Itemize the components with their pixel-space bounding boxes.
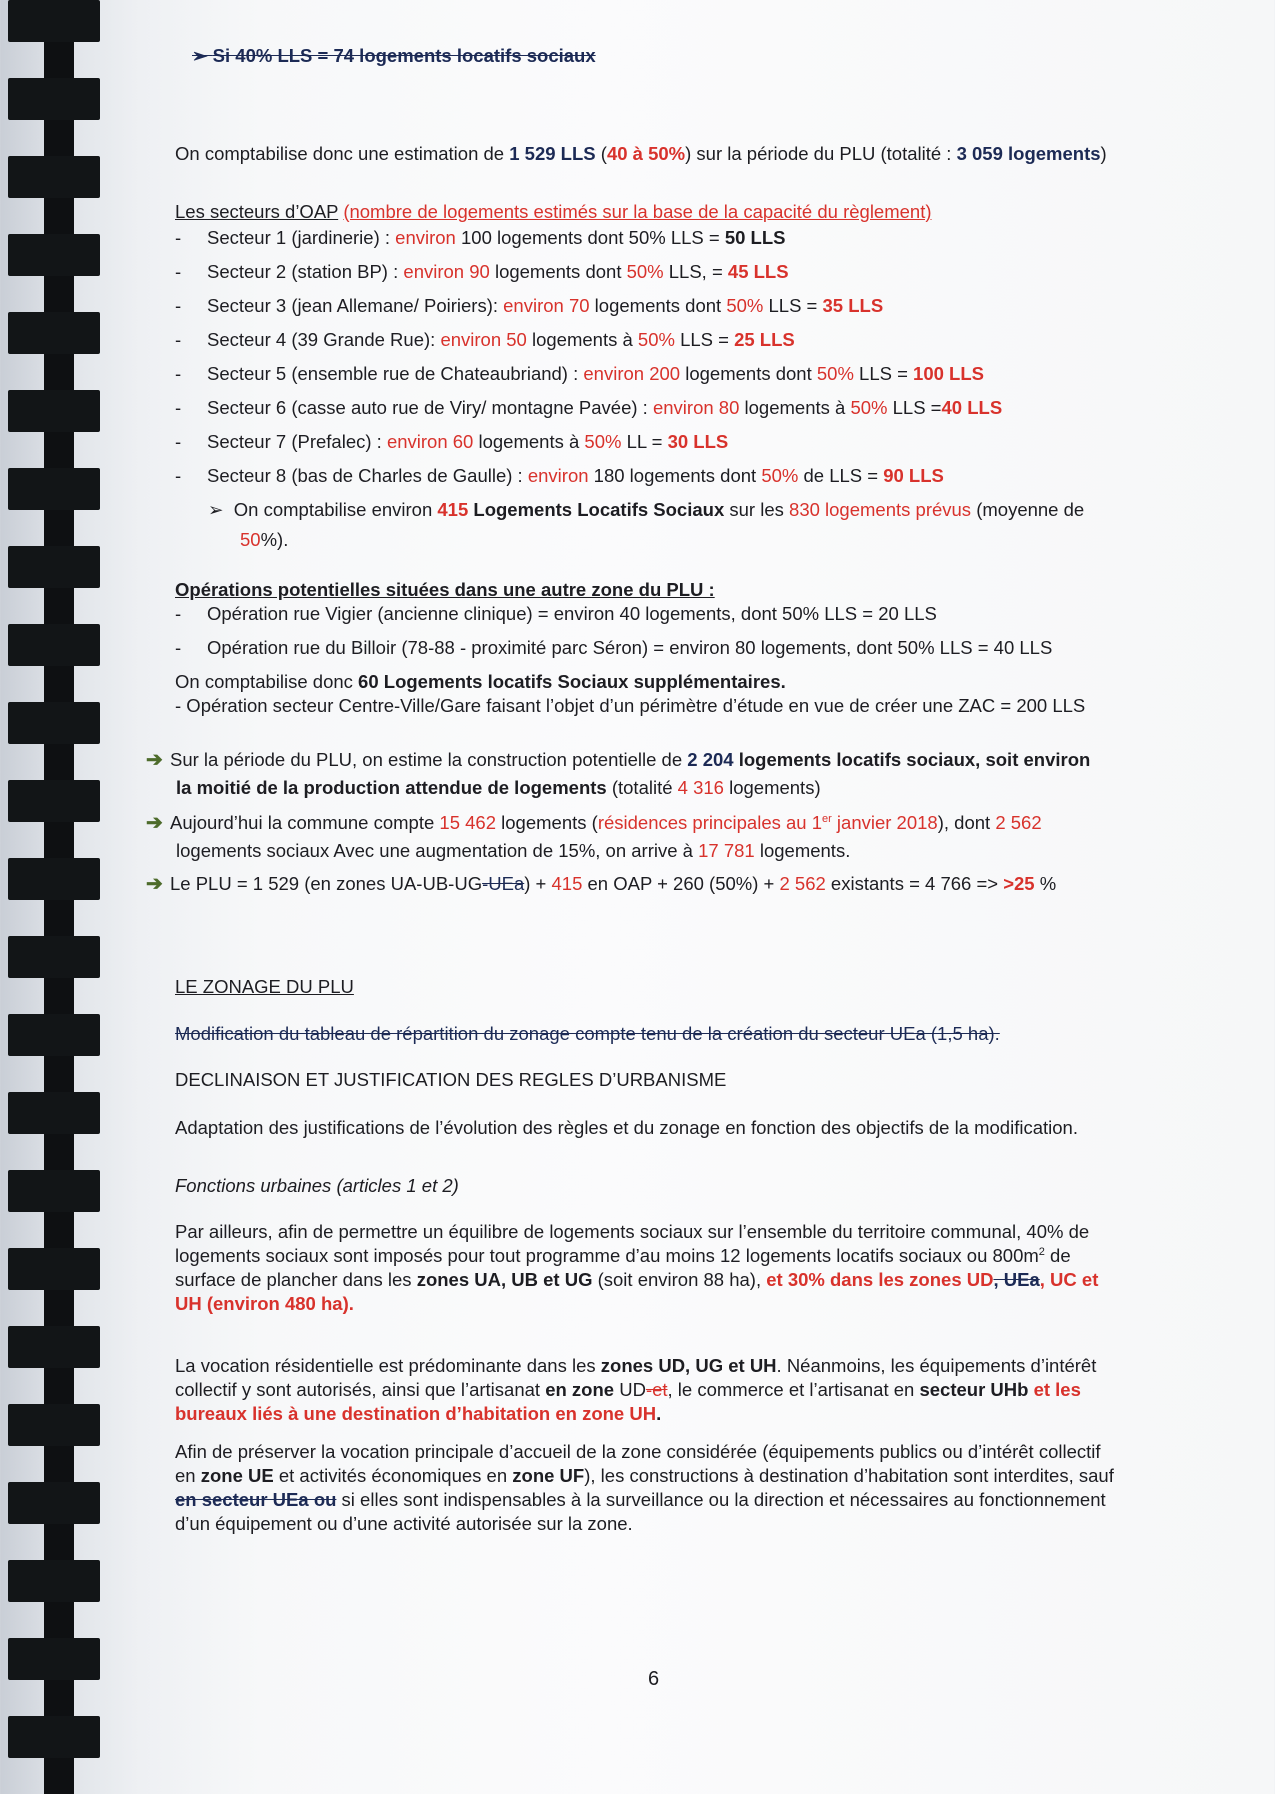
- sector-result: 35 LLS: [822, 295, 884, 316]
- sector-text: logements à: [473, 431, 585, 452]
- paragraph-2: La vocation résidentielle est prédominante dans les zones UD, UG et UH. Néanmoins, les équipements d’intérêt: [175, 1355, 1097, 1376]
- green-arrow-icon: ➔: [146, 749, 163, 771]
- oap-heading: Les secteurs d’OAP (nombre de logements estimés sur la base de la capacité du règlement): [175, 201, 932, 222]
- sector-text: logements dont: [589, 295, 727, 316]
- paragraph-1-line: surface de plancher dans les zones UA, UB et UG (soit environ 88 ha), et 30% dans les zones UD, UEa, UC et: [175, 1269, 1099, 1290]
- oap-sector-item: [175, 260, 789, 284]
- sector-result: 25 LLS: [734, 329, 795, 350]
- sector-environ: environ: [395, 227, 456, 248]
- paragraph-1: Par ailleurs, afin de permettre un équilibre de logements sociaux sur l’ensemble du territoire communal, 40% de: [175, 1221, 1090, 1242]
- operations-total: On comptabilise donc 60 Logements locatifs Sociaux supplémentaires.: [175, 671, 786, 692]
- sector-environ: environ: [652, 397, 714, 418]
- oap-sector-item: [175, 294, 883, 318]
- oap-sector-item: [175, 396, 1002, 420]
- sector-text: logements à: [739, 397, 851, 418]
- sector-name: Secteur 1 (jardinerie) :: [207, 227, 396, 248]
- sector-text: logements dont: [680, 363, 817, 384]
- list-dash: -: [175, 227, 182, 248]
- sector-count: 50: [501, 329, 527, 350]
- paragraph-1-line: logements sociaux sont imposés pour tout programme d’au moins 12 logements locatifs sociaux ou $800m^2$ de: [175, 1245, 1071, 1266]
- sector-result: 30 LLS: [667, 431, 729, 452]
- sector-text: LLS, =: [663, 261, 728, 282]
- sector-percent: 50%: [761, 465, 799, 486]
- list-dash: -: [175, 295, 182, 316]
- sector-result: 90 LLS: [883, 465, 944, 486]
- sector-name: Secteur 4 (39 Grande Rue):: [207, 329, 441, 350]
- binding-spine: [44, 1758, 74, 1794]
- oap-sector-item: [175, 430, 728, 454]
- zonage-struck-note: Modification du tableau de répartition du zonage compte tenu de la création du secteur UEa (1,5 ha).: [175, 1023, 1000, 1044]
- sector-percent: 50%: [726, 295, 764, 316]
- zac-operation: - Opération secteur Centre-Ville/Gare faisant l’objet d’un périmètre d’étude en vue de créer une ZAC = 200 LLS: [175, 695, 1086, 716]
- arrowhead-bullet-icon: ➢: [192, 45, 213, 66]
- sector-count: 90: [464, 261, 490, 282]
- paragraph-1-line: UH (environ 480 ha).: [175, 1293, 354, 1314]
- sector-count: 180: [588, 465, 625, 486]
- green-arrow-icon: ➔: [146, 873, 163, 895]
- struck-heading: ➢ Si 40% LLS = 74 logements locatifs sociaux: [192, 45, 596, 66]
- paragraph-3-line: en zone UE et activités économiques en zone UF), les constructions à destination d’habitation sont interdites, sauf: [175, 1465, 1114, 1486]
- sector-count: 80: [713, 397, 740, 418]
- sector-environ: environ: [583, 363, 645, 384]
- sector-percent: 50%: [816, 363, 854, 384]
- oap-sector-item: [175, 464, 944, 488]
- sector-name: Secteur 5 (ensemble rue de Chateaubriand) :: [207, 363, 584, 384]
- operations-heading: Opérations potentielles situées dans une autre zone du PLU :: [175, 579, 715, 600]
- oap-sector-item: [175, 226, 786, 250]
- green-arrow-icon: ➔: [146, 812, 163, 834]
- estimate-line: On comptabilise donc une estimation de 1 529 LLS (40 à 50%) sur la période du PLU (totalité : 3 059 logements): [175, 143, 1107, 164]
- sector-text: logements à: [526, 329, 638, 350]
- list-dash: -: [175, 431, 182, 452]
- sector-text: LL =: [621, 431, 668, 452]
- sector-count: 70: [563, 295, 590, 316]
- oap-summary-cont: 50%).: [240, 529, 289, 550]
- sector-text: LLS =: [674, 329, 735, 350]
- conclusion-1-cont: la moitié de la production attendue de logements (totalité 4 316 logements): [176, 777, 821, 798]
- sector-result: 45 LLS: [727, 261, 789, 282]
- sector-text: LLS =: [887, 397, 942, 418]
- list-dash: -: [175, 329, 182, 350]
- rules-heading: DECLINAISON ET JUSTIFICATION DES REGLES D’URBANISME: [175, 1069, 727, 1090]
- conclusion-2: ➔ Aujourd’hui la commune compte 15 462 logements (résidences principales au 1er janvier 2018), dont 2 562: [146, 812, 1042, 834]
- operation-item: - Opération rue du Billoir (78-88 - proximité parc Séron) = environ 80 logements, dont 50% LLS = 40 LLS: [175, 637, 1053, 658]
- sector-percent: 50%: [626, 261, 664, 282]
- conclusion-1: ➔ Sur la période du PLU, on estime la construction potentielle de 2 204 logements locatifs sociaux, soit environ: [146, 749, 1091, 771]
- sector-text: de LLS =: [798, 465, 884, 486]
- sector-name: Secteur 6 (casse auto rue de Viry/ montagne Pavée) :: [207, 397, 653, 418]
- sector-text: logements dont: [489, 261, 627, 282]
- sector-percent: 50%: [584, 431, 622, 452]
- sector-name: Secteur 8 (bas de Charles de Gaulle) :: [207, 465, 528, 486]
- sector-result: 40 LLS: [941, 397, 1003, 418]
- sector-environ: environ: [503, 295, 564, 316]
- paragraph-2-line: collectif y sont autorisés, ainsi que l’artisanat en zone UD-et, le commerce et l’artisanat en secteur UHb et les: [175, 1379, 1081, 1400]
- list-dash: -: [175, 465, 182, 486]
- sector-name: Secteur 7 (Prefalec) :: [207, 431, 387, 452]
- paragraph-2-line: bureaux liés à une destination d’habitation en zone UH.: [175, 1403, 662, 1424]
- sector-text: logements dont: [491, 227, 629, 248]
- oap-sector-item: [175, 328, 795, 352]
- sector-count: 200: [644, 363, 681, 384]
- conclusion-3: ➔ Le PLU = 1 529 (en zones UA-UB-UG-UEa) + 415 en OAP + 260 (50%) + 2 562 existants = 4 766 => >25 %: [146, 873, 1057, 895]
- page-number: 6: [648, 1668, 660, 1690]
- arrowhead-bullet-icon: ➢: [208, 499, 234, 520]
- sector-text: LLS =: [665, 227, 725, 248]
- sector-result: 100 LLS: [913, 363, 984, 384]
- rules-intro: Adaptation des justifications de l’évolution des règles et du zonage en fonction des objectifs de la modification.: [175, 1117, 1078, 1138]
- sector-name: Secteur 3 (jean Allemane/ Poiriers):: [207, 295, 504, 316]
- sector-text: LLS =: [853, 363, 914, 384]
- sector-environ: environ: [403, 261, 465, 282]
- paragraph-3-line: d’un équipement ou d’une activité autorisée sur la zone.: [175, 1513, 633, 1534]
- sector-percent: 50%: [637, 329, 675, 350]
- zonage-heading: LE ZONAGE DU PLU: [175, 976, 354, 997]
- oap-summary: ➢ On comptabilise environ 415 Logements Locatifs Sociaux sur les 830 logements prévus (moyenne de: [208, 499, 1085, 520]
- operation-item: - Opération rue Vigier (ancienne clinique) = environ 40 logements, dont 50% LLS = 20 LLS: [175, 603, 937, 624]
- sector-text: LLS =: [763, 295, 823, 316]
- sector-name: Secteur 2 (station BP) :: [207, 261, 404, 282]
- sector-environ: environ: [527, 465, 589, 486]
- list-dash: -: [175, 397, 182, 418]
- fonctions-subheading: Fonctions urbaines (articles 1 et 2): [175, 1175, 459, 1196]
- paragraph-3-line: en secteur UEa ou si elles sont indispensables à la surveillance ou la direction et nécessaires au fonctionnement: [175, 1489, 1106, 1510]
- sector-result: 50 LLS: [724, 227, 786, 248]
- sector-text: logements dont: [624, 465, 762, 486]
- sector-environ: environ: [386, 431, 448, 452]
- sector-count: 100: [455, 227, 492, 248]
- sector-percent: 50%: [850, 397, 888, 418]
- conclusion-2-cont: logements sociaux Avec une augmentation de 15%, on arrive à 17 781 logements.: [176, 840, 851, 861]
- sector-count: 60: [447, 431, 474, 452]
- sector-percent: 50%: [628, 227, 666, 248]
- oap-sector-item: [175, 362, 984, 386]
- list-dash: -: [175, 261, 182, 282]
- paragraph-3: Afin de préserver la vocation principale d’accueil de la zone considérée (équipements publics ou d’intérêt collectif: [175, 1441, 1101, 1462]
- list-dash: -: [175, 363, 182, 384]
- sector-environ: environ: [440, 329, 502, 350]
